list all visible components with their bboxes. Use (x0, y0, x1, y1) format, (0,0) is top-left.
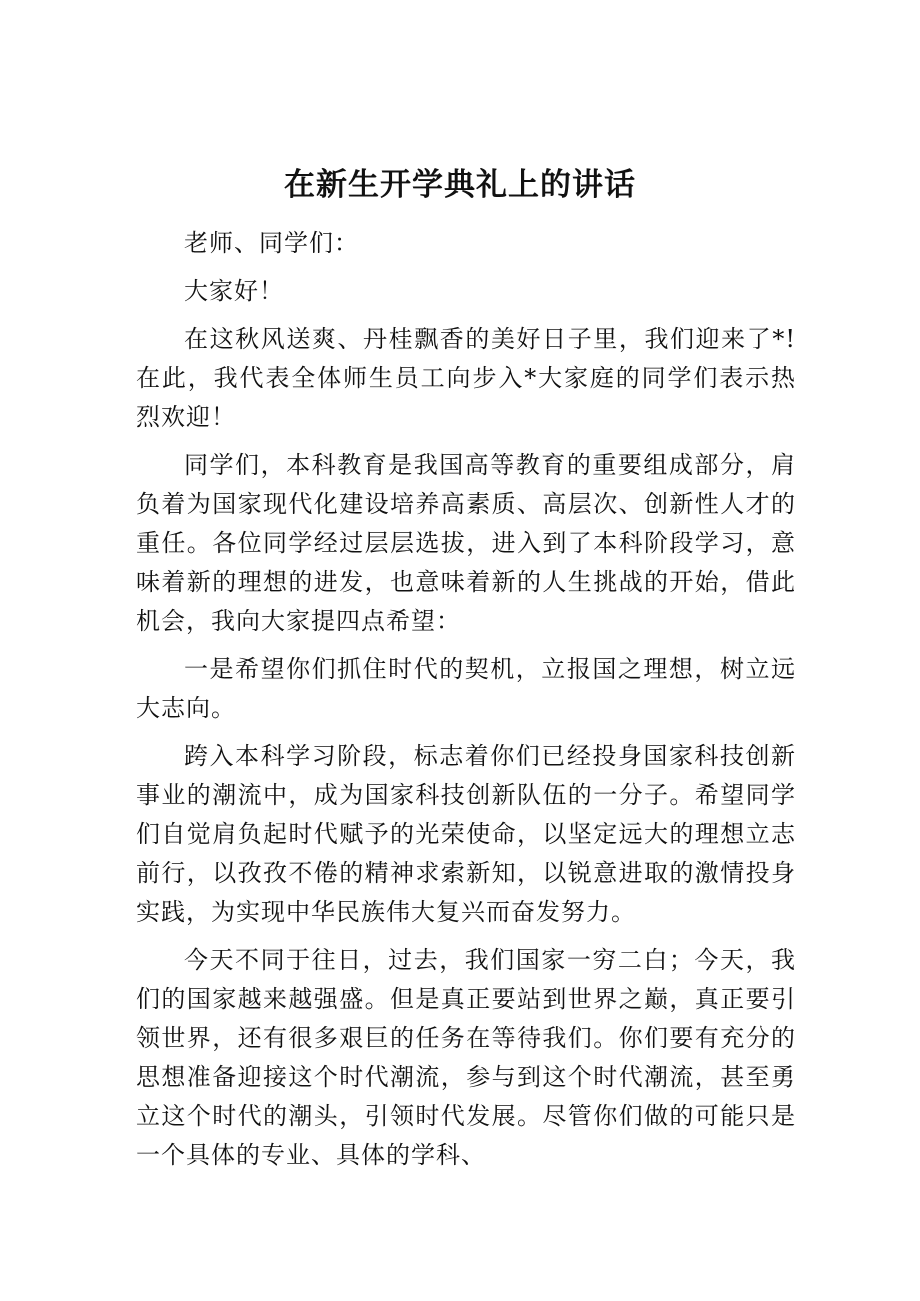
paragraph-era: 今天不同于往日，过去，我们国家一穷二白；今天，我们的国家越来越强盛。但是真正要站到世界之巅，真正要引领世界，还有很多艰巨的任务在等待我们。你们要有充分的思想准备迎接这个时代潮流，参与到这个时代潮流，甚至勇立这个时代的潮头，引领时代发展。尽管你们做的可能只是一个具体的专业、具体的学科、 (136, 946, 796, 1169)
paragraph-salutation: 老师、同学们： (184, 229, 359, 257)
paragraph-mission: 跨入本科学习阶段，标志着你们已经投身国家科技创新事业的潮流中，成为国家科技创新队伍的一分子。希望同学们自觉肩负起时代赋予的光荣使命，以坚定远大的理想立志前行，以孜孜不倦的精神求索新知，以锐意进取的激情投身实践，为实现中华民族伟大复兴而奋发努力。 (136, 742, 796, 926)
paragraph-undergraduate-education: 同学们，本科教育是我国高等教育的重要组成部分，肩负着为国家现代化建设培养高素质、高层次、创新性人才的重任。各位同学经过层层选拔，进入到了本科阶段学习，意味着新的理想的进发，也意味着新的人生挑战的开始，借此机会，我向大家提四点希望： (136, 451, 796, 635)
page-title: 在新生开学典礼上的讲话 (284, 167, 636, 203)
paragraph-greeting: 大家好！ (184, 277, 284, 305)
speech-body (136, 224, 796, 1175)
paragraph-hope-one: 一是希望你们抓住时代的契机，立报国之理想，树立远大志向。 (136, 655, 796, 722)
paragraph-welcome: 在这秋风送爽、丹桂飘香的美好日子里，我们迎来了*!在此，我代表全体师生员工向步入*大家庭的同学们表示热烈欢迎！ (136, 325, 796, 431)
